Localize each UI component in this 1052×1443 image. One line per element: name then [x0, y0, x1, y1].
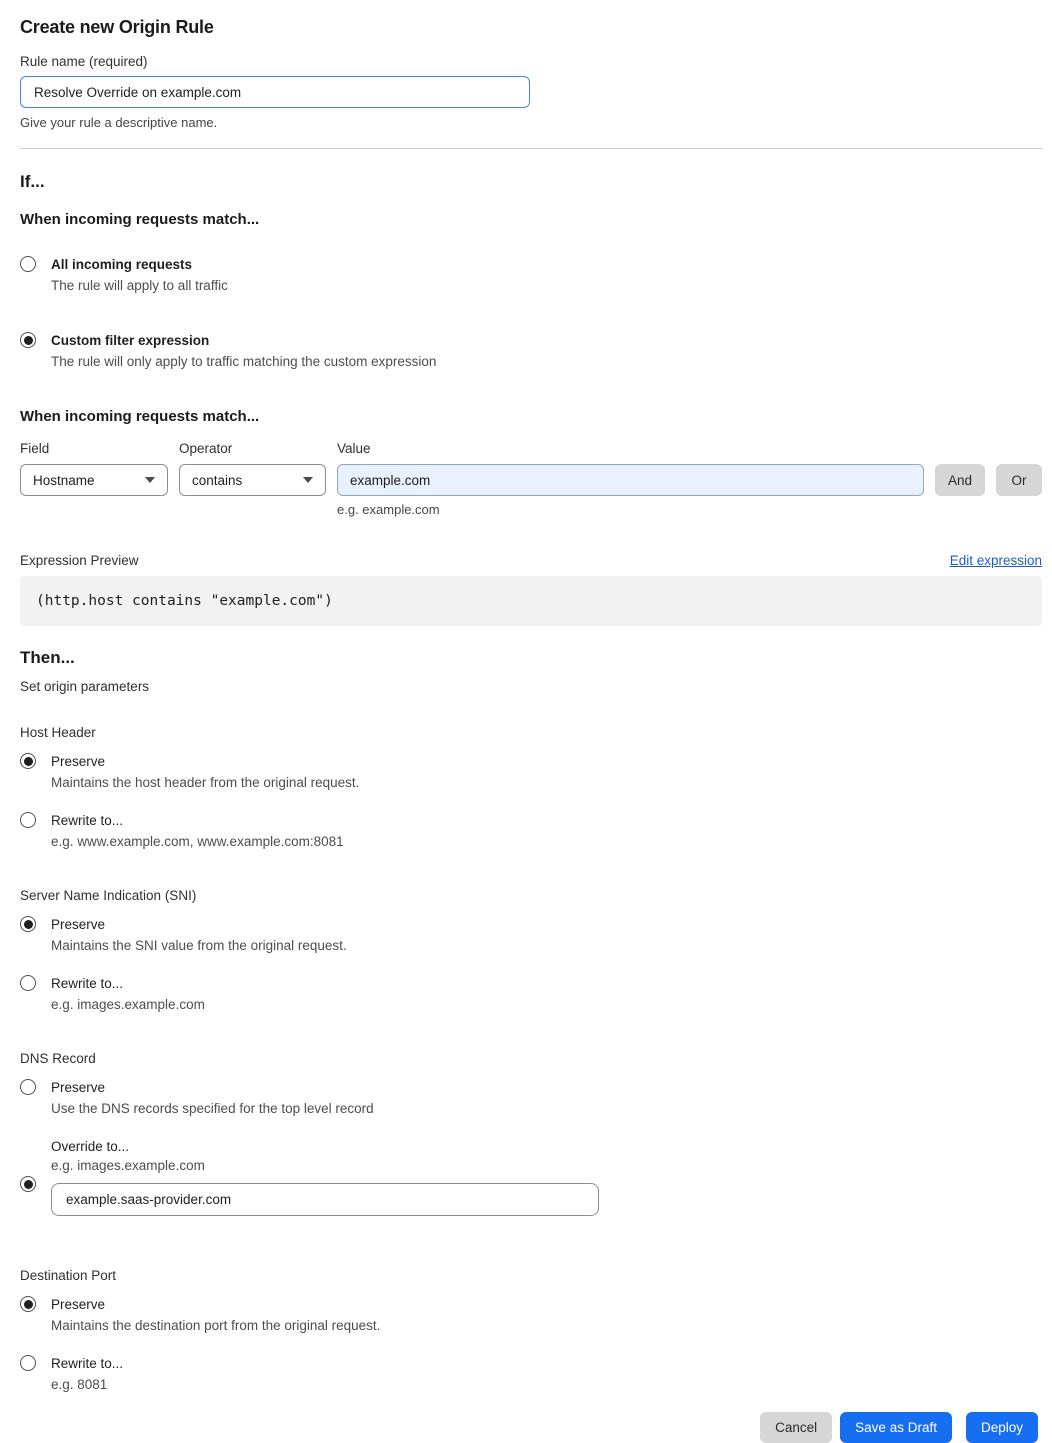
field-select-value: Hostname [33, 472, 95, 488]
footer-actions [20, 1412, 1042, 1443]
option-label: Custom filter expression [51, 333, 210, 348]
option-label: All incoming requests [51, 257, 193, 272]
chevron-down-icon [303, 477, 313, 483]
option-label: Preserve [51, 1297, 106, 1312]
section-divider [20, 148, 1042, 149]
radio-dns-override[interactable] [20, 1176, 36, 1192]
expression-preview-code: (http.host contains "example.com") [20, 576, 1042, 626]
radio-port-preserve[interactable] [20, 1296, 36, 1312]
if-heading: If... [20, 172, 45, 191]
save-as-draft-button[interactable]: Save as Draft [840, 1412, 952, 1443]
rule-name-input[interactable] [20, 76, 530, 108]
value-help: e.g. example.com [337, 502, 440, 517]
then-heading: Then... [20, 648, 75, 667]
host-header-label: Host Header [20, 725, 96, 740]
option-all-incoming-requests[interactable] [20, 255, 1042, 295]
radio-sni-preserve[interactable] [20, 916, 36, 932]
option-description: Use the DNS records specified for the top level record [51, 1101, 374, 1116]
option-port-rewrite[interactable] [20, 1354, 1042, 1394]
radio-host-header-rewrite[interactable] [20, 812, 36, 828]
option-description: e.g. 8081 [51, 1377, 108, 1392]
option-description: The rule will only apply to traffic matching the custom expression [51, 354, 437, 369]
operator-select[interactable] [179, 464, 326, 496]
option-description: Maintains the destination port from the original request. [51, 1318, 381, 1333]
field-label: Field [20, 441, 50, 456]
option-label: Preserve [51, 754, 106, 769]
destination-port-label: Destination Port [20, 1268, 117, 1283]
expression-builder-row [20, 441, 1042, 517]
option-sni-preserve[interactable] [20, 915, 1042, 955]
option-host-header-rewrite[interactable] [20, 811, 1042, 851]
page-title: Create new Origin Rule [20, 17, 214, 37]
field-select[interactable] [20, 464, 168, 496]
rule-name-label: Rule name (required) [20, 54, 148, 69]
radio-port-rewrite[interactable] [20, 1355, 36, 1371]
if-match-heading: When incoming requests match... [20, 211, 260, 228]
chevron-down-icon [145, 477, 155, 483]
option-label: Preserve [51, 917, 106, 932]
cancel-button[interactable]: Cancel [760, 1412, 832, 1443]
option-help: e.g. images.example.com [51, 1158, 205, 1173]
and-button[interactable]: And [935, 464, 985, 496]
option-label: Rewrite to... [51, 976, 124, 991]
option-label: Preserve [51, 1080, 106, 1095]
option-host-header-preserve[interactable] [20, 752, 1042, 792]
radio-host-header-preserve[interactable] [20, 753, 36, 769]
dns-record-label: DNS Record [20, 1051, 96, 1066]
option-dns-preserve[interactable] [20, 1078, 1042, 1118]
option-sni-rewrite[interactable] [20, 974, 1042, 1014]
deploy-button[interactable]: Deploy [966, 1412, 1038, 1443]
radio-dns-preserve[interactable] [20, 1079, 36, 1095]
option-custom-filter-expression[interactable] [20, 331, 1042, 371]
option-label: Rewrite to... [51, 813, 124, 828]
option-description: Maintains the SNI value from the original request. [51, 938, 347, 953]
builder-heading: When incoming requests match... [20, 408, 260, 425]
radio-sni-rewrite[interactable] [20, 975, 36, 991]
option-description: e.g. images.example.com [51, 997, 205, 1012]
option-label: Override to... [51, 1139, 130, 1154]
value-input[interactable] [337, 464, 924, 496]
option-dns-override[interactable] [20, 1137, 1042, 1216]
radio-all-incoming-requests[interactable] [20, 256, 36, 272]
sni-label: Server Name Indication (SNI) [20, 888, 197, 903]
option-description: Maintains the host header from the original request. [51, 775, 360, 790]
radio-custom-filter-expression[interactable] [20, 332, 36, 348]
expression-preview-label: Expression Preview [20, 553, 139, 568]
rule-name-help: Give your rule a descriptive name. [20, 115, 218, 130]
operator-select-value: contains [192, 472, 243, 488]
or-button[interactable]: Or [996, 464, 1042, 496]
option-description: e.g. www.example.com, www.example.com:8081 [51, 834, 344, 849]
option-label: Rewrite to... [51, 1356, 124, 1371]
option-port-preserve[interactable] [20, 1295, 1042, 1335]
value-label: Value [337, 441, 371, 456]
dns-override-input[interactable] [51, 1183, 599, 1216]
option-description: The rule will apply to all traffic [51, 278, 228, 293]
then-subheading: Set origin parameters [20, 679, 150, 694]
operator-label: Operator [179, 441, 233, 456]
edit-expression-link[interactable]: Edit expression [949, 553, 1042, 568]
